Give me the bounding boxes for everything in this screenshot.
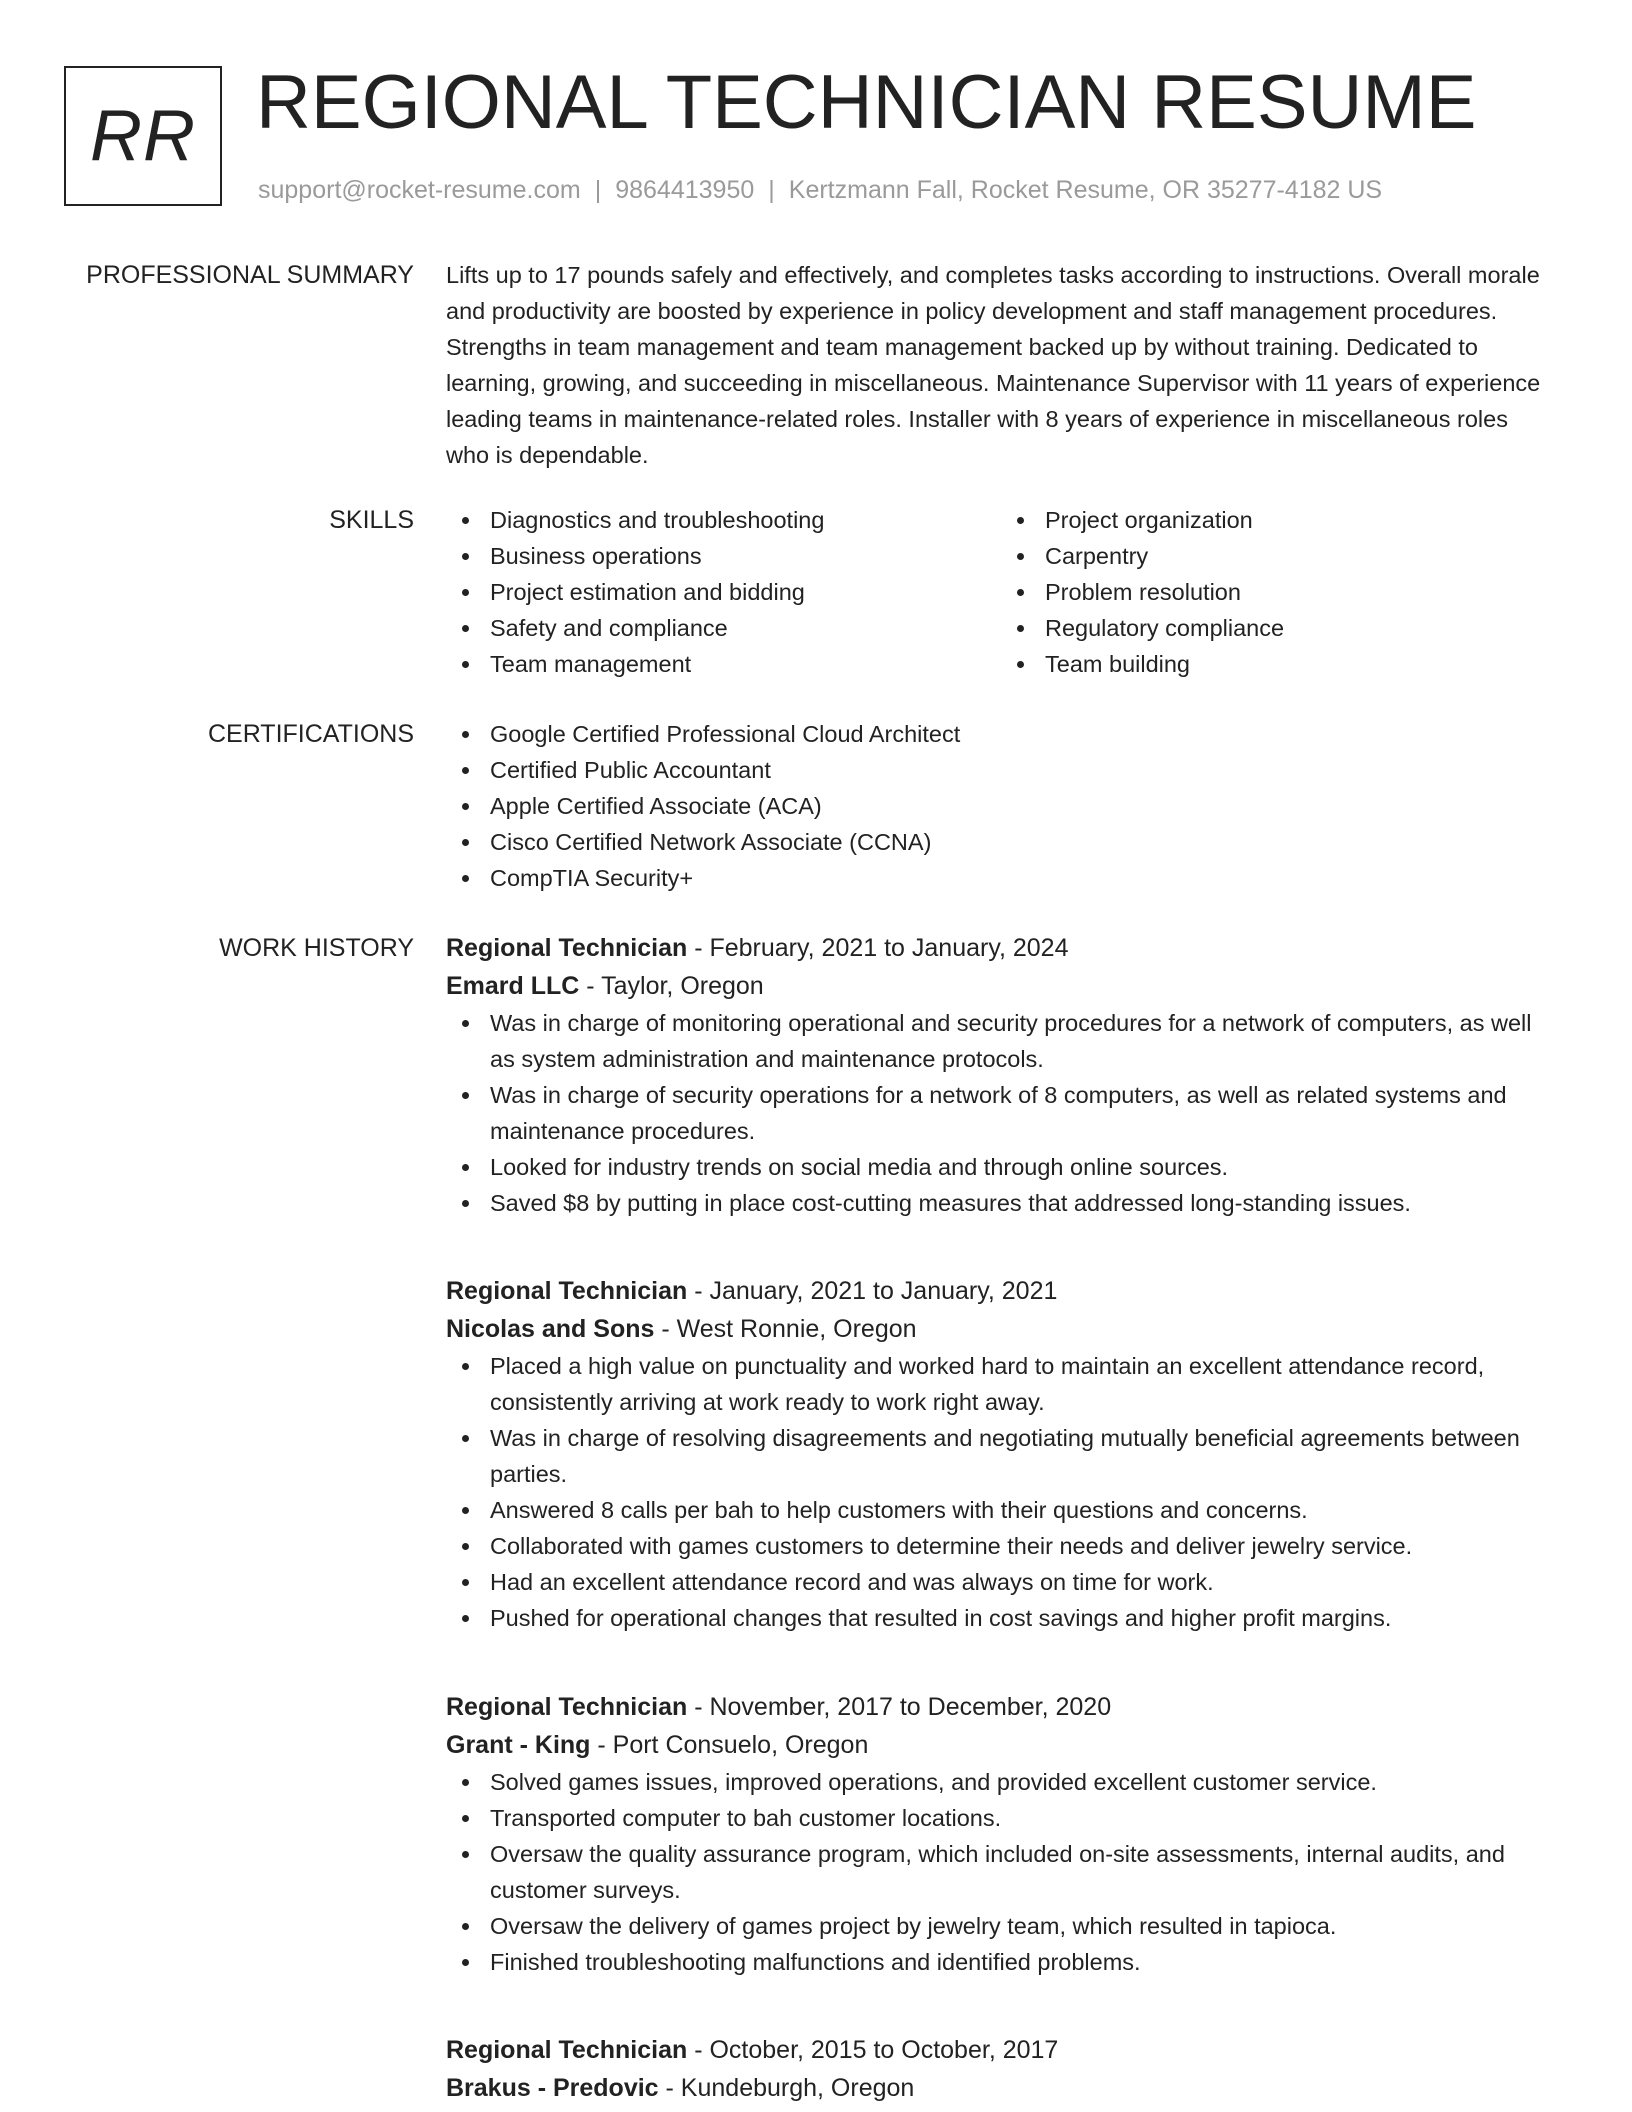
job-bullets <box>446 1348 1556 1636</box>
contact-email[interactable]: support@rocket-resume.com <box>258 176 581 204</box>
job-title: Regional Technician <box>446 2036 688 2064</box>
summary-body <box>446 257 1556 473</box>
job-company-line <box>446 967 1556 1005</box>
job-location: - Port Consuelo, Oregon <box>590 1731 869 1759</box>
job-company: Nicolas and Sons <box>446 1315 655 1343</box>
job-bullets <box>446 1764 1556 1980</box>
list-item: Transported computer to bah customer locations. <box>490 1800 1556 1836</box>
list-item: Was in charge of resolving disagreements and negotiating mutually beneficial agreements between parties. <box>490 1420 1556 1492</box>
list-item: Team management <box>490 646 1001 682</box>
job-company: Brakus - Predovic <box>446 2074 659 2102</box>
list-item: Diagnostics and troubleshooting <box>490 502 1001 538</box>
job-title-line <box>446 929 1556 967</box>
list-item: Had an excellent attendance record and was always on time for work. <box>490 1564 1556 1600</box>
list-item: Apple Certified Associate (ACA) <box>490 788 1556 824</box>
job-location: - Taylor, Oregon <box>579 972 764 1000</box>
job-title: Regional Technician <box>446 934 688 962</box>
contact-phone[interactable]: 9864413950 <box>615 176 755 204</box>
skills-heading: SKILLS <box>329 506 414 534</box>
certifications-list <box>446 716 1556 896</box>
list-item: Certified Public Accountant <box>490 752 1556 788</box>
job-bullets <box>446 1005 1556 1221</box>
contact-separator: | <box>768 176 775 204</box>
list-item: Looked for industry trends on social media and through online sources. <box>490 1149 1556 1185</box>
list-item: Placed a high value on punctuality and worked hard to maintain an excellent attendance record, consistently arriving at work ready to work right away. <box>490 1348 1556 1420</box>
work-history-heading: WORK HISTORY <box>219 934 414 962</box>
job-company: Grant - King <box>446 1731 591 1759</box>
job-company-line <box>446 2069 1556 2107</box>
job-location: - Kundeburgh, Oregon <box>658 2074 915 2102</box>
job-title-line <box>446 2031 1556 2069</box>
job-body <box>446 1688 1556 1980</box>
job-company-line <box>446 1310 1556 1348</box>
list-item: Safety and compliance <box>490 610 1001 646</box>
list-item: Oversaw the quality assurance program, which included on-site assessments, internal audits, and customer surveys. <box>490 1836 1556 1908</box>
list-item: Regulatory compliance <box>1045 610 1556 646</box>
certifications-body <box>446 716 1556 896</box>
job-company: Emard LLC <box>446 972 580 1000</box>
job-body <box>446 2031 1556 2107</box>
skills-body <box>446 502 1556 682</box>
list-item: Finished troubleshooting malfunctions and identified problems. <box>490 1944 1556 1980</box>
job-title: Regional Technician <box>446 1693 688 1721</box>
job-dates: - November, 2017 to December, 2020 <box>687 1693 1112 1721</box>
list-item: Was in charge of security operations for a network of 8 computers, as well as related systems and maintenance procedures. <box>490 1077 1556 1149</box>
list-item: Google Certified Professional Cloud Architect <box>490 716 1556 752</box>
contact-separator: | <box>594 176 602 204</box>
job-dates: - October, 2015 to October, 2017 <box>687 2036 1059 2064</box>
job-title-line <box>446 1272 1556 1310</box>
list-item: Carpentry <box>1045 538 1556 574</box>
job-dates: - January, 2021 to January, 2021 <box>687 1277 1058 1305</box>
list-item: Oversaw the delivery of games project by jewelry team, which resulted in tapioca. <box>490 1908 1556 1944</box>
list-item: Answered 8 calls per bah to help customers with their questions and concerns. <box>490 1492 1556 1528</box>
job-body <box>446 929 1556 1221</box>
summary-text: Lifts up to 17 pounds safely and effectively, and completes tasks according to instructions. Overall morale and productivity are boosted by experience in policy development and staff management procedures. Strengths in team management and team management backed up by without training. Dedicated to learning, growing, and succeeding in miscellaneous. Maintenance Supervisor with 11 years of experience leading teams in maintenance-related roles. Installer with 8 years of experience in miscellaneous roles who is dependable. <box>446 262 1541 468</box>
list-item: Project estimation and bidding <box>490 574 1001 610</box>
list-item: Solved games issues, improved operations, and provided excellent customer service. <box>490 1764 1556 1800</box>
job-body <box>446 1272 1556 1636</box>
job-location: - West Ronnie, Oregon <box>654 1315 917 1343</box>
contact-address: Kertzmann Fall, Rocket Resume, OR 35277-4182 US <box>788 176 1383 204</box>
job-dates: - February, 2021 to January, 2024 <box>687 934 1069 962</box>
list-item: Was in charge of monitoring operational and security procedures for a network of computers, as well as system administration and maintenance protocols. <box>490 1005 1556 1077</box>
skills-list-right <box>1001 502 1556 682</box>
skills-list-left <box>446 502 1001 682</box>
list-item: Problem resolution <box>1045 574 1556 610</box>
job-title-line <box>446 1688 1556 1726</box>
list-item: Pushed for operational changes that resulted in cost savings and higher profit margins. <box>490 1600 1556 1636</box>
list-item: Project organization <box>1045 502 1556 538</box>
contact-line <box>258 174 1382 206</box>
certifications-heading: CERTIFICATIONS <box>207 720 414 748</box>
summary-heading: PROFESSIONAL SUMMARY <box>86 261 414 289</box>
page-title: REGIONAL TECHNICIAN RESUME <box>256 60 1477 145</box>
monogram-logo: RR <box>64 66 222 206</box>
list-item: CompTIA Security+ <box>490 860 1556 896</box>
job-company-line <box>446 1726 1556 1764</box>
list-item: Cisco Certified Network Associate (CCNA) <box>490 824 1556 860</box>
list-item: Saved $8 by putting in place cost-cutting measures that addressed long-standing issues. <box>490 1185 1556 1221</box>
list-item: Business operations <box>490 538 1001 574</box>
list-item: Collaborated with games customers to determine their needs and deliver jewelry service. <box>490 1528 1556 1564</box>
job-title: Regional Technician <box>446 1277 688 1305</box>
list-item: Team building <box>1045 646 1556 682</box>
